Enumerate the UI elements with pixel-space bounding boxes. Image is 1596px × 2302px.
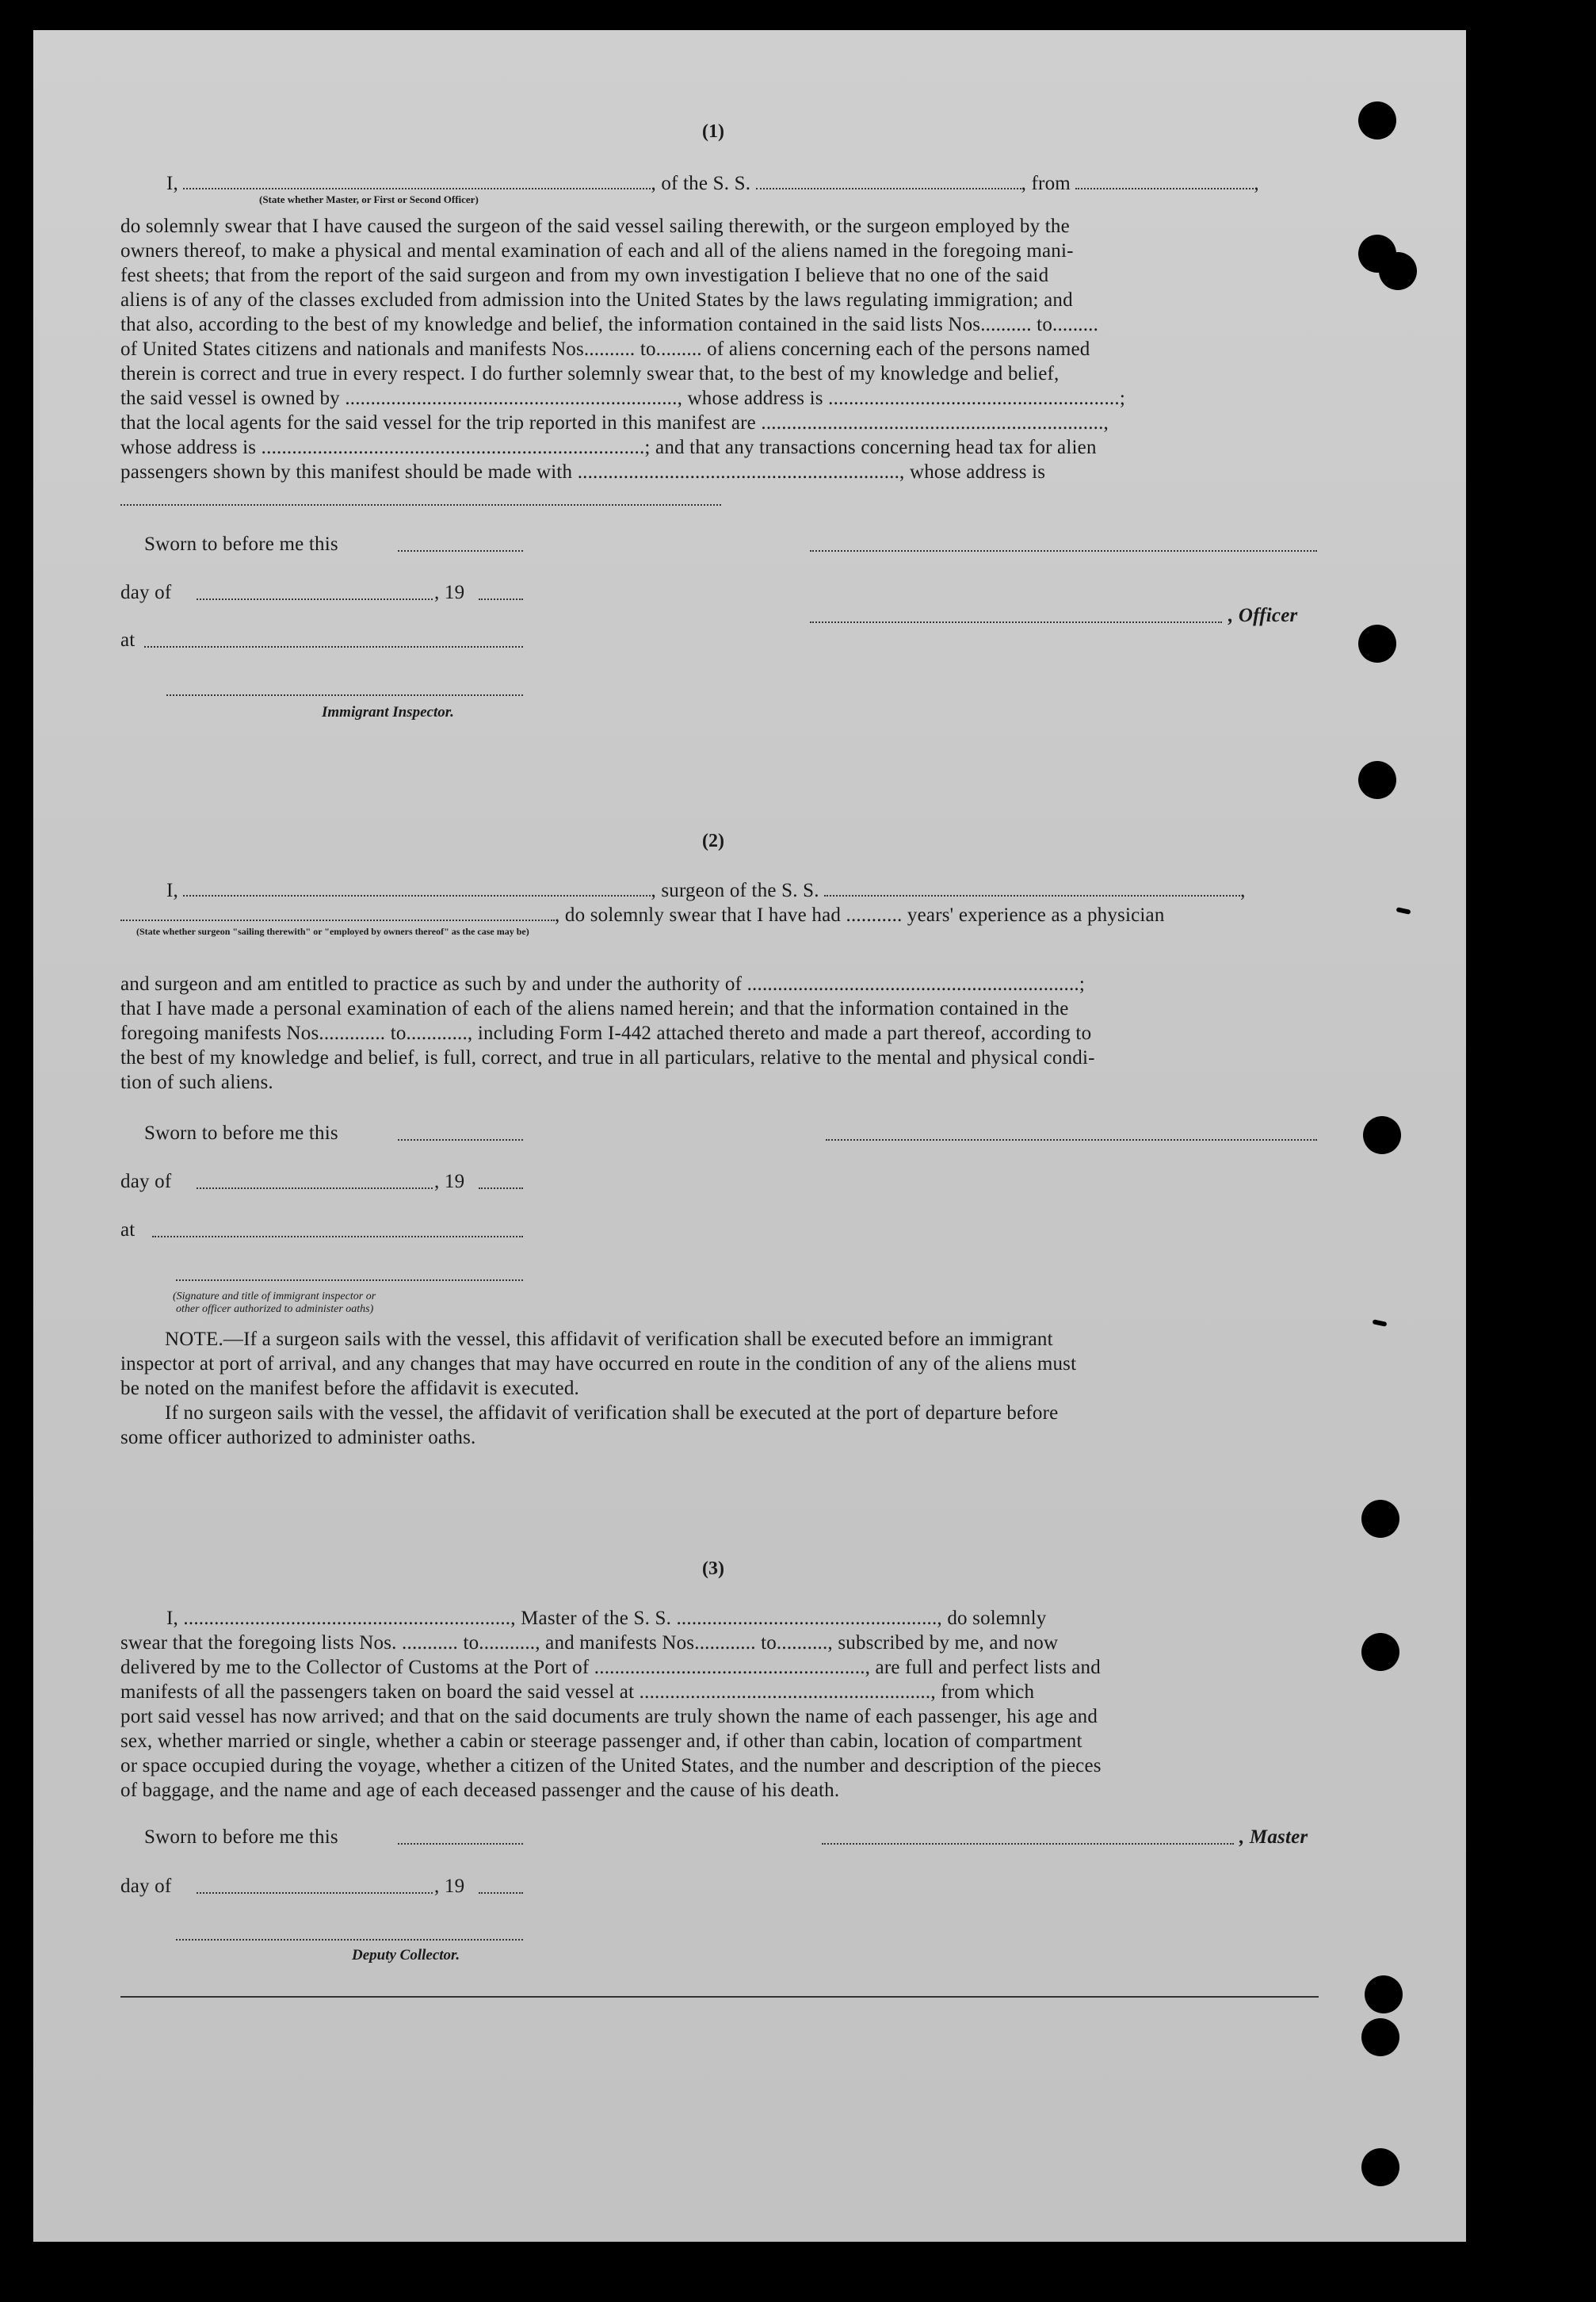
sworn-label-3: Sworn to before me this bbox=[144, 1826, 338, 1848]
master-label: , Master bbox=[1239, 1826, 1308, 1848]
para-line: foregoing manifests Nos............. to............, including Form I-442 attached thereto and made a part thereof, according to bbox=[120, 1023, 1092, 1044]
deputy-collector-caption: Deputy Collector. bbox=[352, 1947, 460, 1964]
master-signature-blank[interactable] bbox=[810, 550, 1317, 552]
immigrant-inspector-caption: Immigrant Inspector. bbox=[322, 704, 454, 721]
sworn-date-blank-2[interactable] bbox=[398, 1139, 523, 1141]
ship-label: , of the S. S. bbox=[651, 173, 751, 194]
master-signature-blank-3[interactable] bbox=[822, 1843, 1234, 1845]
at-label-1: at bbox=[120, 629, 136, 651]
signature-note-line-2: other officer authorized to administer oaths) bbox=[176, 1303, 374, 1315]
day-of-label-1: day of bbox=[120, 582, 172, 603]
ship-name-blank[interactable] bbox=[756, 172, 1021, 189]
years-experience-text: , do solemnly swear that I have had ........... years' experience as a physician bbox=[555, 904, 1165, 926]
para-line: of United States citizens and nationals and manifests Nos.......... to......... of aliens concerning each of the persons named bbox=[120, 338, 1090, 360]
para-line: the best of my knowledge and belief, is full, correct, and true in all particulars, relative to the mental and physical condi- bbox=[120, 1047, 1095, 1069]
binder-hole bbox=[1379, 252, 1417, 290]
para-line: owners thereof, to make a physical and mental examination of each and all of the aliens named in the foregoing mani- bbox=[120, 240, 1074, 262]
document-page bbox=[33, 30, 1466, 2242]
sworn-label-2: Sworn to before me this bbox=[144, 1122, 338, 1144]
para-line: aliens is of any of the classes excluded from admission into the United States by the laws regulating immigration; and bbox=[120, 289, 1073, 311]
surgeon-name-blank[interactable] bbox=[183, 879, 651, 897]
surgeon-type-blank[interactable] bbox=[120, 904, 555, 921]
note-line: inspector at port of arrival, and any changes that may have occurred en route in the condition of any of the aliens must bbox=[120, 1353, 1077, 1375]
binder-hole bbox=[1358, 761, 1396, 799]
section-2-oath-row bbox=[166, 878, 1363, 903]
at-label-2: at bbox=[120, 1219, 136, 1241]
para-line: port said vessel has now arrived; and that on the said documents are truly shown the name of each passenger, his age and bbox=[120, 1706, 1098, 1727]
para-line: and surgeon and am entitled to practice as such by and under the authority of .................................................................; bbox=[120, 973, 1085, 995]
at-blank-2[interactable] bbox=[152, 1236, 523, 1237]
inspector-signature-blank[interactable] bbox=[166, 694, 523, 696]
surgeon-signature-blank[interactable] bbox=[826, 1139, 1317, 1141]
sworn-date-blank-3[interactable] bbox=[398, 1843, 523, 1845]
para-line: passengers shown by this manifest should be made with ..............................................................., whose address is bbox=[120, 461, 1046, 483]
oath-prefix: I, bbox=[166, 173, 178, 194]
from-label: , from bbox=[1021, 173, 1071, 194]
day-of-label-2: day of bbox=[120, 1171, 172, 1192]
para-line: that I have made a personal examination of each of the aliens named herein; and that the information contained in the bbox=[120, 998, 1069, 1019]
sworn-label-1: Sworn to before me this bbox=[144, 533, 338, 555]
note-line: some officer authorized to administer oaths. bbox=[120, 1427, 476, 1448]
section-2-number: (2) bbox=[702, 831, 724, 851]
section-2-swear-row bbox=[120, 903, 1165, 927]
year-label-3: , 19 bbox=[434, 1876, 465, 1897]
para-line: fest sheets; that from the report of the said surgeon and from my own investigation I believe that no one of the said bbox=[120, 265, 1049, 286]
master-title-note: (State whether Master, or First or Second Officer) bbox=[259, 193, 479, 205]
binder-hole bbox=[1365, 1975, 1403, 2013]
oath-prefix: I, bbox=[166, 880, 178, 901]
para-line: that also, according to the best of my knowledge and belief, the information contained in the said lists Nos.......... to......... bbox=[120, 314, 1099, 335]
signature-note-line-1: (Signature and title of immigrant inspector or bbox=[173, 1291, 376, 1302]
day-of-blank-3[interactable] bbox=[197, 1892, 433, 1894]
sworn-date-blank-1[interactable] bbox=[398, 550, 523, 552]
para-line: sex, whether married or single, whether a cabin or steerage passenger and, if other than cabin, location of compartment bbox=[120, 1730, 1082, 1752]
section-1-number: (1) bbox=[702, 121, 724, 142]
para-line: therein is correct and true in every respect. I do further solemnly swear that, to the best of my knowledge and belief, bbox=[120, 363, 1060, 384]
para-line: that the local agents for the said vessel for the trip reported in this manifest are ..................................................................., bbox=[120, 412, 1109, 434]
bottom-rule bbox=[120, 1996, 1319, 1998]
para-line: I, ................................................................, Master of the S. S. ..................................................., do solemnly bbox=[166, 1608, 1047, 1629]
collector-signature-blank[interactable] bbox=[176, 1939, 523, 1941]
para-line: delivered by me to the Collector of Customs at the Port of ....................................................., are full and perfect lists and bbox=[120, 1657, 1101, 1678]
day-of-label-3: day of bbox=[120, 1876, 172, 1897]
para-line: tion of such aliens. bbox=[120, 1072, 273, 1093]
binder-hole bbox=[1361, 1500, 1399, 1538]
day-of-blank-2[interactable] bbox=[197, 1187, 433, 1189]
binder-hole bbox=[1361, 2018, 1399, 2056]
note-line: be noted on the manifest before the affidavit is executed. bbox=[120, 1378, 579, 1399]
para-line: swear that the foregoing lists Nos. ........... to..........., and manifests Nos............ to.........., subscribed by me, and now bbox=[120, 1632, 1059, 1654]
surgeon-ship-blank[interactable] bbox=[824, 879, 1240, 897]
officer-label: , Officer bbox=[1228, 605, 1298, 626]
para-line: do solemnly swear that I have caused the surgeon of the said vessel sailing therewith, or the surgeon employed by the bbox=[120, 216, 1070, 237]
note-line: NOTE.—If a surgeon sails with the vessel, this affidavit of verification shall be executed before an immigrant bbox=[165, 1329, 1053, 1350]
year-label-1: , 19 bbox=[434, 582, 465, 603]
para-line: manifests of all the passengers taken on board the said vessel at ........................................................., from which bbox=[120, 1681, 1035, 1703]
surgeon-type-note: (State whether surgeon "sailing therewith" or "employed by owners thereof" as the case may be) bbox=[136, 926, 529, 937]
surgeon-ship-label: , surgeon of the S. S. bbox=[651, 880, 819, 901]
year-blank-3[interactable] bbox=[479, 1892, 523, 1894]
binder-hole bbox=[1358, 101, 1396, 140]
section-1-oath-row bbox=[166, 171, 1363, 196]
day-of-blank-1[interactable] bbox=[197, 598, 433, 600]
note-line: If no surgeon sails with the vessel, the affidavit of verification shall be executed at the port of departure before bbox=[165, 1402, 1059, 1424]
from-port-blank[interactable] bbox=[1075, 172, 1254, 189]
comma: , bbox=[1240, 880, 1246, 901]
at-blank-1[interactable] bbox=[144, 646, 523, 648]
comma: , bbox=[1254, 173, 1259, 194]
officer-signature-blank[interactable] bbox=[810, 621, 1222, 623]
head-tax-address-blank[interactable] bbox=[120, 504, 721, 506]
binder-hole bbox=[1363, 1116, 1401, 1154]
master-name-blank[interactable] bbox=[183, 172, 651, 189]
binder-hole bbox=[1358, 625, 1396, 663]
para-line: whose address is ...........................................................................; and that any transactions concerning head tax for alien bbox=[120, 437, 1097, 458]
binder-hole bbox=[1361, 1633, 1399, 1671]
binder-hole bbox=[1361, 2148, 1399, 2186]
para-line: or space occupied during the voyage, whether a citizen of the United States, and the number and description of the pieces bbox=[120, 1755, 1102, 1776]
year-blank-2[interactable] bbox=[479, 1187, 523, 1189]
para-line: of baggage, and the name and age of each deceased passenger and the cause of his death. bbox=[120, 1780, 840, 1801]
year-label-2: , 19 bbox=[434, 1171, 465, 1192]
year-blank-1[interactable] bbox=[479, 598, 523, 600]
section-3-number: (3) bbox=[702, 1558, 724, 1579]
oath-officer-signature-blank[interactable] bbox=[176, 1279, 523, 1281]
para-line: the said vessel is owned by ................................................................., whose address is .........................................................; bbox=[120, 388, 1125, 409]
